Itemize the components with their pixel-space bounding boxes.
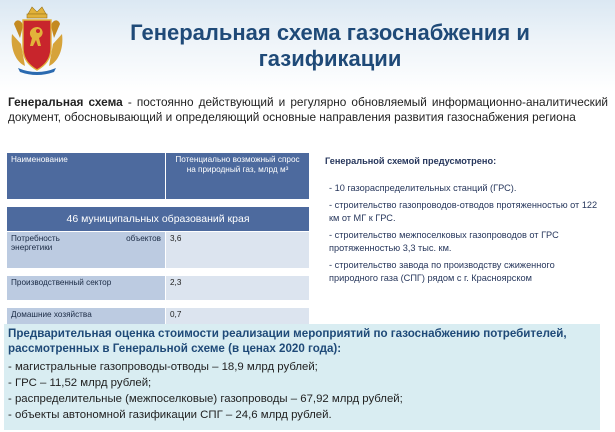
plan-section xyxy=(325,155,605,289)
table-row-label-part: объектов xyxy=(126,234,161,243)
cost-estimate-box xyxy=(4,324,600,430)
page-title-line1: Генеральная схема газоснабжения и xyxy=(130,20,530,45)
gas-demand-table xyxy=(6,152,310,333)
definition-term: Генеральная схема xyxy=(8,95,123,109)
table-row-value: 3,6 xyxy=(166,232,310,269)
table-separator xyxy=(7,269,310,276)
table-row xyxy=(7,276,310,301)
estimate-item: - ГРС – 11,52 млрд рублей; xyxy=(8,377,152,389)
estimate-item: - объекты автономной газификации СПГ – 24,6 млрд рублей. xyxy=(8,409,332,421)
plan-item: - 10 газораспределительных станций (ГРС). xyxy=(329,182,517,193)
table-group-label: 46 муниципальных образований края xyxy=(7,207,310,232)
page-title-line2: газификации xyxy=(258,46,402,71)
table-group-row xyxy=(7,207,310,232)
page-title xyxy=(95,20,565,72)
table-row-label: Домашние хозяйства xyxy=(7,308,166,333)
plan-item: - строительство межпоселковых газопроводов от ГРС протяженностью 3,3 тыс. км. xyxy=(329,230,559,253)
table-row-label xyxy=(7,232,166,269)
estimate-item: - магистральные газопроводы-отводы – 18,9 млрд рублей; xyxy=(8,361,318,373)
definition-paragraph xyxy=(8,95,608,125)
table-row xyxy=(7,232,310,269)
plan-heading: Генеральной схемой предусмотрено: xyxy=(325,156,497,166)
definition-text: - постоянно действующий и регулярно обновляемый информационно-аналитический документ, обосновывающий и определяющий основные направления развития газоснабжения региона xyxy=(8,95,609,124)
table-separator xyxy=(7,301,310,308)
plan-item: - строительство газопроводов-отводов протяженностью от 122 км от МГ к ГРС. xyxy=(329,200,598,223)
table-row-label-part: Потребность xyxy=(11,234,60,243)
table-header-demand: Потенциально возможный спрос на природный газ, млрд м³ xyxy=(166,153,310,200)
coat-of-arms-icon xyxy=(8,4,66,76)
estimate-item: - распределительные (межпоселковые) газопроводы – 67,92 млрд рублей; xyxy=(8,393,403,405)
estimate-heading: Предварительная оценка стоимости реализации мероприятий по газоснабжению потребителей, рассмотренных в Генеральной схеме (в ценах 2020 года): xyxy=(8,327,567,355)
table-row-value: 0,7 xyxy=(166,308,310,333)
table-header-row xyxy=(7,153,310,200)
table-row-value: 2,3 xyxy=(166,276,310,301)
table-row-label: Производственный сектор xyxy=(7,276,166,301)
table-separator xyxy=(7,200,310,207)
plan-item: - строительство завода по производству сжиженного природного газа (СПГ) рядом с г. Красноярском xyxy=(329,260,555,283)
table-row-label-part: энергетики xyxy=(11,243,53,252)
table-header-name: Наименование xyxy=(7,153,166,200)
